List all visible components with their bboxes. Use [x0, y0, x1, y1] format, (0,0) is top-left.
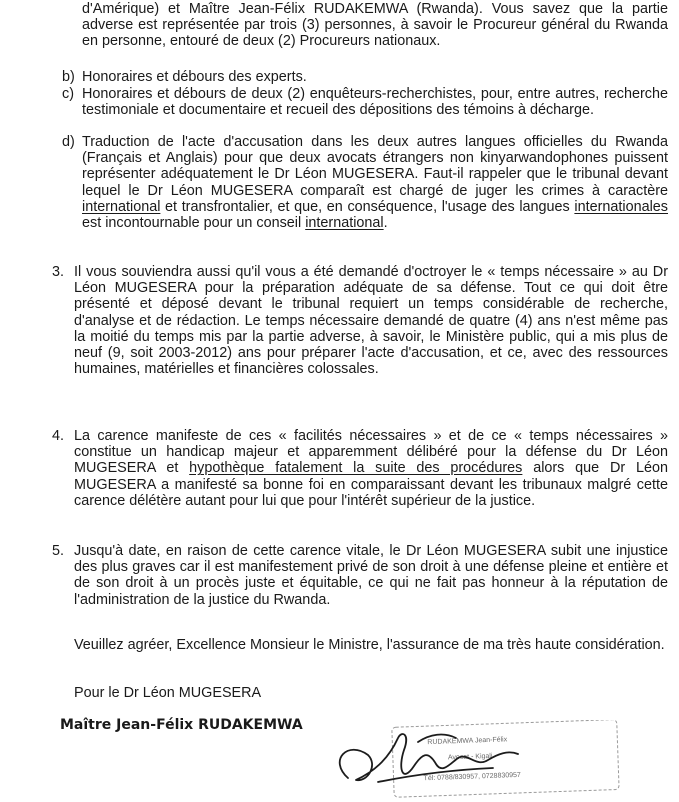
numbered-point-4 [52, 428, 668, 509]
numbered-point-5 [52, 543, 668, 608]
stamp-line-1: RUDAKEMWA Jean-Félix [427, 736, 508, 747]
list-item-text-part: . [383, 215, 388, 232]
list-item-label: b) [62, 69, 75, 85]
numbered-point-3 [52, 264, 668, 377]
list-item-text-part: Traduction de l'acte d'accusation dans les deux autres langues officielles du Rwanda (Français et Anglais) pour que deux avocats étrangers non kinyarwandophones puissent représenter adéquatement le Dr Léon MUGESERA. Faut-il rappeler que le tribunal devant lequel le Dr Léon MUGESERA comparaît est chargé de juger les crimes à caractère [82, 134, 668, 199]
point-text: Il vous souviendra aussi qu'il vous a été demandé d'octroyer le « temps nécessaire » au Dr Léon MUGESERA pour la préparation adéquate de sa défense. Tout ce qui doit être présenté et déposé devant le tribunal requiert un temps considérable de recherche, d'analyse et de rédaction. Le temps nécessaire demandé de quatre (4) ans n'est même pas la moitié du temps mis par la partie adverse, à savoir, le Ministère public, qui a mis plus de neuf (9, soit 2003-2012) ans pour préparer l'acte d'accusation, et ce, avec des ressources humaines, matérielles et financières colossales. [74, 264, 668, 378]
list-item-d [62, 134, 668, 231]
list-item-label: d) [62, 134, 75, 150]
point-text-part: La carence manifeste de ces « facilités nécessaires » et de ce « temps nécessaires » constitue un handicap majeur et apparemment délibéré pour la défense du Dr Léon MUGESERA et [74, 428, 668, 477]
underlined-word: international [305, 215, 384, 232]
official-stamp [392, 720, 619, 797]
point-text-part: alors que Dr Léon MUGESERA a manifesté sa bonne foi en comparaissant devant les tribunaux malgré cette carence délétère autant pour lui que pour l'intérêt supérieur de la justice. [74, 460, 668, 509]
point-number: 3. [52, 264, 65, 280]
closing-salutation: Veuillez agréer, Excellence Monsieur le Ministre, l'assurance de ma très haute considération. [74, 637, 665, 653]
list-item-text: Honoraires et débours de deux (2) enquêteurs-recherchistes, pour, entre autres, recherche testimoniale et documentaire et recueil des dépositions des témoins à décharge. [82, 86, 668, 119]
stamp-line-2: Avocat - Kigali [447, 752, 493, 762]
list-item-text-part: et transfrontalier, et que, en conséquence, l'usage des langues [160, 198, 575, 215]
list-item-text [82, 134, 668, 231]
list-item-text-part: est incontournable pour un conseil [82, 215, 306, 232]
signature-stamp-area [318, 720, 670, 800]
underlined-phrase: hypothèque fatalement la suite des procédures [189, 460, 523, 477]
list-item-label: c) [62, 86, 74, 102]
continuation-paragraph: d'Amérique) et Maître Jean-Félix RUDAKEMWA (Rwanda). Vous savez que la partie adverse est représentée par trois (3) personnes, à savoir le Procureur général du Rwanda en personne, entouré de deux (2) Procureurs nationaux. [82, 1, 668, 50]
list-item-b [62, 69, 668, 85]
point-number: 5. [52, 543, 65, 559]
stamp-line-3: Tél: 0788/830957, 0728830957 [423, 771, 521, 783]
list-item-c [62, 86, 668, 118]
signatory-name: Maître Jean-Félix RUDAKEMWA [60, 717, 303, 733]
underlined-word: internationales [574, 198, 668, 215]
on-behalf-line: Pour le Dr Léon MUGESERA [74, 685, 262, 701]
point-text [74, 428, 668, 509]
list-item-text: Honoraires et débours des experts. [82, 69, 307, 85]
stamp-border [392, 720, 619, 797]
underlined-word: international [82, 198, 161, 215]
point-number: 4. [52, 428, 65, 444]
point-text: Jusqu'à date, en raison de cette carence vitale, le Dr Léon MUGESERA subit une injustice des plus graves car il est manifestement privé de son droit à une défense pleine et entière et de son droit à un procès juste et équitable, ce qui ne fait pas honneur à la réputation de l'administration de la justice du Rwanda. [74, 543, 668, 608]
